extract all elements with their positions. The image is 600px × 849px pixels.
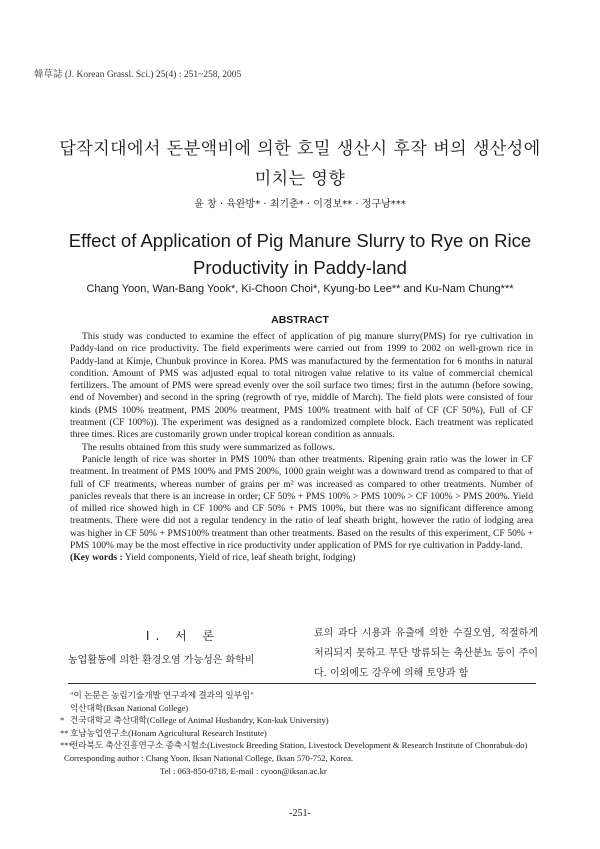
abstract-body [70, 331, 533, 565]
footnote-mark: ** [60, 727, 69, 738]
corresponding-author: Corresponding author : Chang Yoon, Iksan National College, Iksan 570-752, Korea. [64, 752, 354, 763]
korean-authors: 윤 창 · 육완방* · 최기춘* · 이경보** · 정구남*** [194, 199, 406, 210]
abstract-paragraph-3: Panicle length of rice was shorter in PMS 100% than other treatments. Ripening grain ratio was the lower in CF treatment. In treatment of PMS 100% and PMS 200%, 1000 grain weight was a downward trend as compared to that of full of CF treatments, whereas number of grains per m² was increased as compared to other treatments. Number of panicles reveals that there is an increase in order; CF 50% + PMS 100% > PMS 100% > CF 100% > PMS 200%. Yield of milled rice showed high in CF 100% and CF 50% + PMS 100%, but there was no significant difference among treatments. There were did not a regular tendency in the ratio of leaf sheath bright, however the ratio of lodging area was higher in CF 50% + PMS100% treatment than other treatments. Based on the results of this experiment, CF 50% + PMS 100% may be the most effective in rice productivity under application of PMS for rye cultivation in Paddy-land. [70, 453, 533, 552]
footnote-text: 익산대학(Iksan National College) [70, 702, 189, 713]
korean-title-line-2: 미치는 영향 [254, 169, 346, 189]
footnote-mark: *** [60, 740, 73, 751]
footnote-text: 호남농업연구소(Honam Agricultural Research Institute) [70, 727, 267, 738]
intro-left-text: 농업활동에 의한 환경오염 가능성은 화학비 [68, 655, 255, 666]
english-title-line-1: Effect of Application of Pig Manure Slurry to Rye on Rice [68, 230, 532, 251]
abstract-paragraph-1: This study was conducted to examine the effect of application of pig manure slurry(PMS) for rye cultivation in Paddy-land on rice productivity. The field experiments were carried out from 1999 to 2002 on well-grown rice in Paddy-land at Kimje, Chunbuk province in Korea. PMS was manufactured by the fermentation for 6 months in natural condition. Amount of PMS was adjusted equal to total nitrogen value relative to its value of commercial chemical fertilizers. The amount of PMS were spread evenly over the soil surface two times; first in the autumn (before sowing, end of November) and second in the spring (regrowth of rye, middle of March). The field plots were consisted of four kinds (PMS 100% treatment, PMS 200% treatment, PMS 100% treatment with half of CF (CF 50%), Full of CF treatment (CF 100%)). The experiment was designed as a randomized complete block. Each treatment was replicated three times. Rices are customarily grown under tropical korean condition as annuals. [70, 331, 533, 441]
footnote-text: "이 논문은 농림기술개발 연구과제 결과의 일부임" [70, 690, 254, 700]
footnote-line [60, 727, 540, 740]
footnote-divider [68, 683, 536, 684]
footnote-line [60, 714, 540, 727]
intro-left-column [68, 627, 298, 671]
page-number: -251- [289, 808, 311, 819]
section-title-introduction: Ⅰ. 서 론 [145, 629, 221, 643]
footnote-line [60, 739, 540, 752]
intro-right-column [314, 624, 538, 684]
abstract-keywords [70, 552, 533, 564]
footnote-line [60, 689, 540, 702]
contact-info: Tel : 063-850-0718, E-mail : cyoon@iksan.ac.kr [160, 765, 327, 776]
footnote-line [60, 702, 540, 715]
journal-reference: 韓草誌 (J. Korean Grassl. Sci.) 25(4) : 251~258, 2005 [34, 70, 242, 80]
footnote-text: 건국대학교 축산대학(College of Animal Husbandry, Kon-kuk University) [70, 715, 329, 726]
english-authors: Chang Yoon, Wan-Bang Yook*, Ki-Choon Choi*, Kyung-bo Lee** and Ku-Nam Chung*** [86, 283, 514, 295]
keywords-text: Yield components, Yield of rice, leaf sheath bright, lodging) [122, 552, 356, 564]
footnote-text: 전라북도 축산진흥연구소 종축시험소(Livestock Breeding Station, Livestock Development & Research Institute of Chonrabuk-do) [70, 740, 528, 751]
footnote-mark: * [60, 715, 65, 726]
abstract-heading: ABSTRACT [271, 314, 329, 326]
korean-title-line-1: 답작지대에서 돈분액비에 의한 호밀 생산시 후작 벼의 생산성에 [59, 139, 541, 159]
keywords-label: (Key words : [70, 552, 123, 564]
intro-right-text: 료의 과다 시용과 유출에 의한 수질오염, 적절하게 처리되지 못하고 무단 방류되는 축산분뇨 등이 주이다. 이외에도 강우에 의해 토양과 함 [314, 628, 538, 679]
footnotes [60, 689, 540, 777]
abstract-paragraph-2: The results obtained from this study were summarized as follows. [82, 441, 335, 453]
english-title-line-2: Productivity in Paddy-land [193, 257, 407, 278]
